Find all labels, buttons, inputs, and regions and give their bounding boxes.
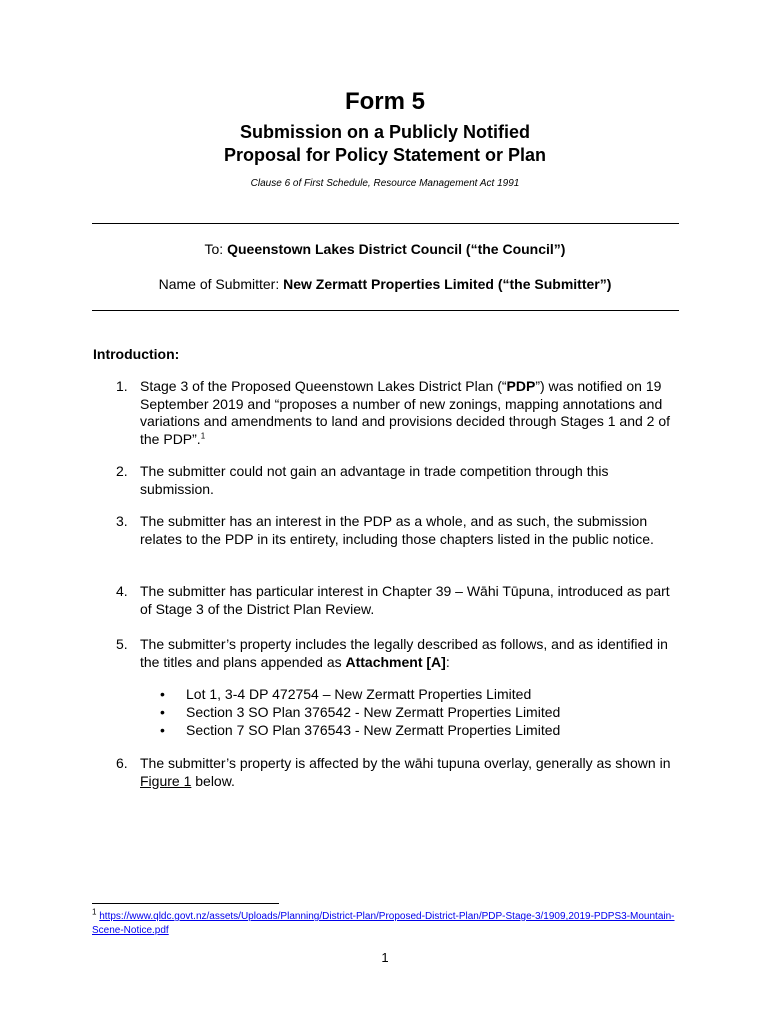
text-segment: Stage 3 of the Proposed Queenstown Lakes District Plan (“ (140, 378, 507, 394)
bullet-icon: • (160, 686, 165, 702)
bullet-icon: • (160, 704, 165, 720)
form-subtitle (0, 121, 770, 167)
top-divider (92, 223, 679, 224)
paragraph-number: 4. (116, 583, 128, 599)
footnote-ref[interactable]: 1 (200, 430, 206, 440)
paragraph-text: The submitter could not gain an advantage in trade competition through this submission. (140, 463, 609, 497)
paragraph-1 (116, 378, 676, 448)
bottom-divider (92, 310, 679, 311)
paragraph-text (140, 378, 676, 448)
list-item-text: Section 3 SO Plan 376542 - New Zermatt Properties Limited (186, 704, 561, 720)
to-value: Queenstown Lakes District Council (“the Council”) (227, 241, 566, 257)
list-item (160, 685, 560, 703)
text-segment: The submitter’s property is affected by the wāhi tupuna overlay, generally as shown in (140, 755, 671, 771)
text-segment: below. (191, 772, 235, 789)
bullet-icon: • (160, 722, 165, 738)
text-segment: ”) was notified on 19 September 2019 and “proposes a number of new zonings, mapping annotations and variations and amendments to land and provisions decided through Stages 1 and 2 of the PDP”. (140, 378, 671, 447)
clause-reference: Clause 6 of First Schedule, Resource Management Act 1991 (250, 178, 520, 189)
paragraph-4 (116, 583, 676, 618)
subtitle-line-2: Proposal for Policy Statement or Plan (223, 145, 547, 165)
page-number: 1 (381, 950, 389, 965)
addressee-line (0, 241, 770, 257)
paragraph-number: 3. (116, 513, 128, 529)
list-item (160, 703, 560, 721)
list-item-text: Lot 1, 3-4 DP 472754 – New Zermatt Properties Limited (186, 686, 532, 702)
paragraph-number: 5. (116, 636, 128, 652)
submitter-line (0, 276, 770, 292)
paragraph-text (140, 636, 676, 671)
footnote-number: 1 (92, 907, 97, 917)
paragraph-number: 6. (116, 755, 128, 771)
introduction-heading: Introduction: (93, 346, 180, 362)
paragraph-number: 2. (116, 463, 128, 479)
paragraph-6 (116, 755, 676, 790)
paragraph-text: The submitter has an interest in the PDP as a whole, and as such, the submission relates to the PDP in its entirety, including those chapters listed in the public notice. (140, 513, 654, 547)
list-item-text: Section 7 SO Plan 376543 - New Zermatt Properties Limited (186, 722, 561, 738)
paragraph-number: 1. (116, 378, 128, 394)
paragraph-2 (116, 463, 676, 498)
footnote-divider (92, 903, 279, 904)
property-list (160, 685, 560, 739)
paragraph-3 (116, 513, 676, 548)
paragraph-text: The submitter has particular interest in Chapter 39 – Wāhi Tūpuna, introduced as part of Stage 3 of the District Plan Review. (140, 583, 670, 617)
list-item (160, 721, 560, 739)
footnote (92, 907, 692, 938)
attachment-bold: Attachment [A] (345, 653, 446, 670)
form-title: Form 5 (344, 88, 425, 115)
subtitle-line-1: Submission on a Publicly Notified (239, 122, 531, 142)
pdp-bold: PDP (506, 378, 536, 394)
to-label: To: (204, 241, 228, 257)
text-segment: The submitter’s property includes the legally described as follows, and as identified in the titles and plans appended as (140, 636, 668, 670)
submitter-label: Name of Submitter: (158, 276, 284, 292)
paragraph-5 (116, 636, 676, 671)
paragraph-text (140, 755, 676, 790)
text-segment: : (445, 653, 450, 670)
submitter-value: New Zermatt Properties Limited (“the Submitter”) (283, 276, 612, 292)
footnote-link[interactable]: https://www.qldc.govt.nz/assets/Uploads/Planning/District-Plan/Proposed-District-Plan/PDP-Stage-3/1909,2019-PDPS3-Mountain-Scene-Notice.pdf (92, 911, 675, 936)
figure-reference: Figure 1 (140, 772, 192, 789)
